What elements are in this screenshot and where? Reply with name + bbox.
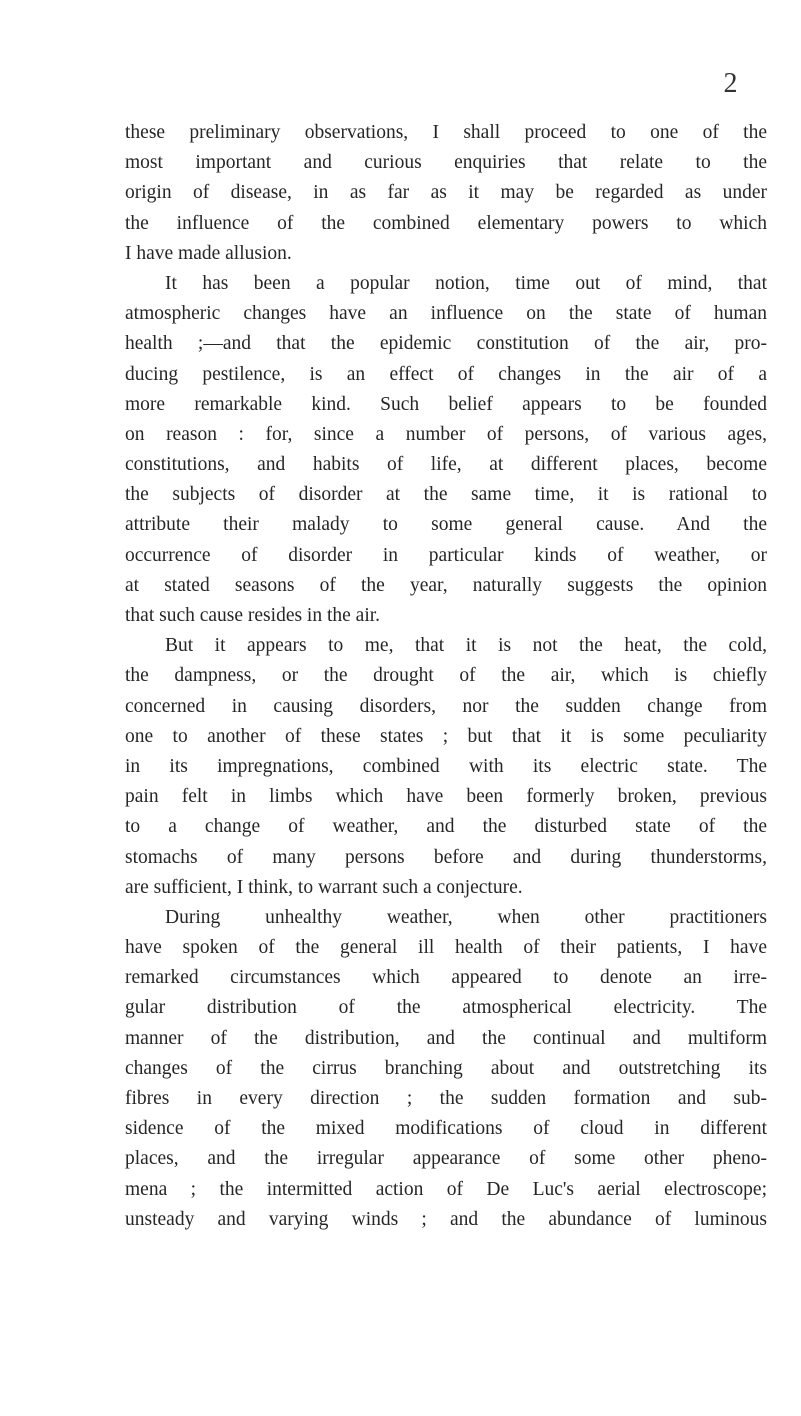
text-line: attribute their malady to some general cause. And the [125,514,767,536]
text-line: the dampness, or the drought of the air, which is chiefly [125,665,767,687]
text-line: I have made allusion. [125,242,292,264]
text-line: It has been a popular notion, time out of mind, that [165,272,767,294]
text-line: But it appears to me, that it is not the heat, the cold, [165,635,767,657]
text-line: changes of the cirrus branching about and outstretching its [125,1057,767,1079]
page-number: 2 [723,68,738,99]
text-line: that such cause resides in the air. [125,605,381,626]
text-line: stomachs of many persons before and during thunderstorms, [125,846,767,868]
text-line: to a change of weather, and the disturbed state of the [125,816,767,838]
text-line: are sufficient, I think, to warrant such a conjecture. [125,876,523,898]
text-line: have spoken of the general ill health of their patients, I have [125,937,767,959]
text-line: unsteady and varying winds ; and the abundance of luminous [125,1208,767,1230]
text-line: During unhealthy weather, when other practitioners [165,906,767,928]
text-line: more remarkable kind. Such belief appears to be founded [125,393,767,415]
text-line: occurrence of disorder in particular kinds of weather, or [125,544,767,566]
text-line: remarked circumstances which appeared to denote an irre- [125,967,767,989]
text-line: atmospheric changes have an influence on the state of human [125,303,767,325]
text-line: constitutions, and habits of life, at different places, become [125,454,767,476]
text-line: these preliminary observations, I shall proceed to one of the [125,122,767,143]
text-line: places, and the irregular appearance of some other pheno- [125,1148,767,1170]
text-line: the subjects of disorder at the same time, it is rational to [125,484,767,506]
text-line: pain felt in limbs which have been formerly broken, previous [125,786,767,808]
body-text [125,118,767,1235]
text-line: gular distribution of the atmospherical electricity. The [125,997,767,1019]
text-line: manner of the distribution, and the continual and multiform [125,1027,767,1049]
text-line: health ;—and that the epidemic constitution of the air, pro- [125,333,767,355]
text-line: in its impregnations, combined with its electric state. The [125,755,767,777]
text-line: concerned in causing disorders, nor the sudden change from [125,695,767,717]
text-line: at stated seasons of the year, naturally suggests the opinion [125,574,767,596]
text-line: sidence of the mixed modifications of cloud in different [125,1118,767,1140]
text-line: origin of disease, in as far as it may be regarded as under [125,182,767,204]
text-line: most important and curious enquiries that relate to the [125,152,767,174]
text-line: mena ; the intermitted action of De Luc's aerial electroscope; [125,1178,767,1200]
text-line: on reason : for, since a number of persons, of various ages, [125,423,767,445]
text-line: the influence of the combined elementary powers to which [125,212,767,234]
text-line: fibres in every direction ; the sudden formation and sub- [125,1088,767,1109]
text-line: ducing pestilence, is an effect of changes in the air of a [125,363,767,385]
text-line: one to another of these states ; but that it is some peculiarity [125,725,767,747]
